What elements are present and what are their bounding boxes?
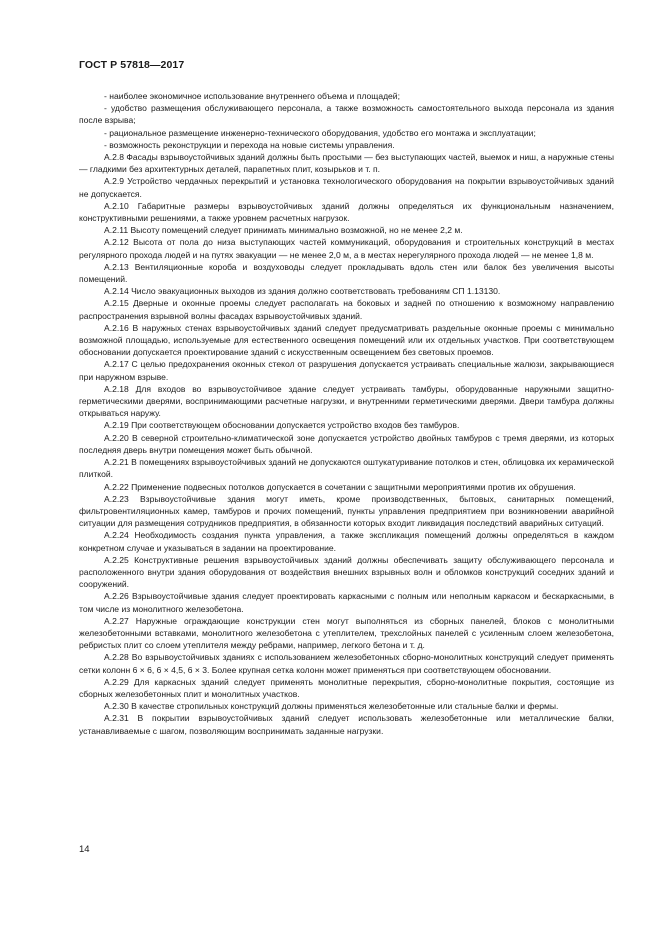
clause-a-2-22: А.2.22 Применение подвесных потолков допускается в сочетании с защитными мероприятиями против их обрушения.	[104, 481, 576, 492]
clause-a-2-21: А.2.21 В помещениях взрывоустойчивых зданий не допускаются оштукатуривание потолков и стен, облицовка их керамической плиткой.	[79, 457, 614, 480]
clause-a-2-27: А.2.27 Наружные ограждающие конструкции стен могут выполняться из сборных панелей, блоков с монолитными железобетонными вставками, монолитного железобетона с утеплителем, трехслойных панелей с усиленным слоем железобетона, ребристых плит со слоем утеплителя между ребрами, например, легкого бетона и т. д.	[79, 615, 614, 651]
clause-a-2-18: А.2.18 Для входов во взрывоустойчивое здание следует устраивать тамбуры, оборудованные наружными защитно-герметическими дверями, воспринимающими расчетные нагрузки, и внутренними герметическими дверями. Двери тамбура должны открываться наружу.	[79, 383, 614, 419]
clause-a-2-11: А.2.11 Высоту помещений следует принимать минимально возможной, но не менее 2,2 м.	[104, 225, 463, 236]
clause-a-2-12: А.2.12 Высота от пола до низа выступающих частей коммуникаций, оборудования и строительных конструкций в местах регулярного прохода людей и на путях эвакуации — не менее 2,0 м, а в местах нерегулярного прохода людей — не менее 1,8 м.	[79, 237, 614, 260]
clause-a-2-24: А.2.24 Необходимость создания пункта управления, а также экспликация помещений должны определяться в каждом конкретном случае и указываться в задании на проектирование.	[79, 530, 614, 553]
document-body	[79, 90, 614, 737]
clause-a-2-31: А.2.31 В покрытии взрывоустойчивых зданий следует использовать железобетонные или металлические балки, устанавливаемые с шагом, позволяющим воспринимать заданные нагрузки.	[79, 713, 614, 736]
clause-a-2-20: А.2.20 В северной строительно-климатической зоне допускается устройство двойных тамбуров с тремя дверями, из которых последняя дверь внутри помещения может быть обычной.	[79, 432, 614, 455]
clause-a-2-23: А.2.23 Взрывоустойчивые здания могут иметь, кроме производственных, бытовых, санитарных помещений, фильтровентиляционных камер, тамбуров и прочих помещений, пункты управления предприятием при возникновении аварийной ситуации для размещения сотрудников предприятия, в обязанности которых входит ликвидация последствий аварийных ситуаций.	[79, 493, 614, 529]
clause-a-2-8: А.2.8 Фасады взрывоустойчивых зданий должны быть простыми — без выступающих частей, выемок и ниш, а наружные стены — гладкими без архитектурных деталей, парапетных плит, козырьков и т. п.	[79, 152, 614, 175]
paragraph-bullet-2: - удобство размещения обслуживающего персонала, а также возможность самостоятельного выхода персонала из здания после взрыва;	[79, 103, 614, 126]
clause-a-2-10: А.2.10 Габаритные размеры взрывоустойчивых зданий должны определяться их функциональным назначением, конструктивными решениями, а также уровнем расчетных нагрузок.	[79, 200, 614, 224]
paragraph-bullet-1: - наиболее экономичное использование внутреннего объема и площадей;	[104, 91, 400, 101]
clause-a-2-30: А.2.30 В качестве стропильных конструкций должны применяться железобетонные или стальные балки и фермы.	[104, 701, 559, 712]
clause-a-2-15: А.2.15 Дверные и оконные проемы следует располагать на боковых и задней по отношению к возможному направлению распространения взрывной волны фасадах взрывоустойчивых зданий.	[79, 298, 614, 321]
clause-a-2-19: А.2.19 При соответствующем обосновании допускается устройство входов без тамбуров.	[104, 420, 460, 431]
document-header: ГОСТ Р 57818—2017	[79, 59, 185, 71]
clause-a-2-29: А.2.29 Для каркасных зданий следует применять монолитные перекрытия, сборно-монолитные покрытия, состоящие из сборных железобетонных плит и монолитных участков.	[79, 676, 614, 699]
clause-a-2-17: А.2.17 С целью предохранения оконных стекол от разрушения допускается устраивать специальные жалюзи, закрывающиеся при наружном взрыве.	[79, 359, 614, 382]
clause-a-2-13: А.2.13 Вентиляционные короба и воздуховоды следует прокладывать вдоль стен или балок без увеличения высоты помещений.	[79, 261, 614, 285]
page-number: 14	[79, 844, 90, 855]
paragraph-bullet-3: - рациональное размещение инженерно-технического оборудования, удобство его монтажа и эксплуатации;	[104, 127, 536, 138]
paragraph-bullet-4: - возможность реконструкции и перехода на новые системы управления.	[104, 139, 395, 150]
clause-a-2-25: А.2.25 Конструктивные решения взрывоустойчивых зданий должны обеспечивать защиту обслуживающего персонала и расположенного внутри здания оборудования от воздействия внешних взрывных волн и обломков конструкций соседних зданий и сооружений.	[79, 554, 614, 590]
clause-a-2-16: А.2.16 В наружных стенах взрывоустойчивых зданий следует предусматривать раздельные оконные проемы с минимально возможной площадью, используемые для естественного освещения помещений или их отдельных участков. При соответствующем обосновании допускается проектирование зданий с искусственным освещением без световых проемов.	[79, 322, 614, 358]
clause-a-2-9: А.2.9 Устройство чердачных перекрытий и установка технологического оборудования на покрытии взрывоустойчивых зданий не допускается.	[79, 176, 614, 199]
clause-a-2-26: А.2.26 Взрывоустойчивые здания следует проектировать каркасными с полным или неполным каркасом и бескаркасными, в том числе из монолитного железобетона.	[79, 591, 614, 614]
clause-a-2-28: А.2.28 Во взрывоустойчивых зданиях с использованием железобетонных сборно-монолитных конструкций следует применять сетки колонн 6 × 6, 6 × 4,5, 6 × 3. Более крупная сетка колонн может применяться при соответствующем обосновании.	[79, 652, 614, 675]
clause-a-2-14: А.2.14 Число эвакуационных выходов из здания должно соответствовать требованиям СП 1.13130.	[104, 286, 501, 297]
